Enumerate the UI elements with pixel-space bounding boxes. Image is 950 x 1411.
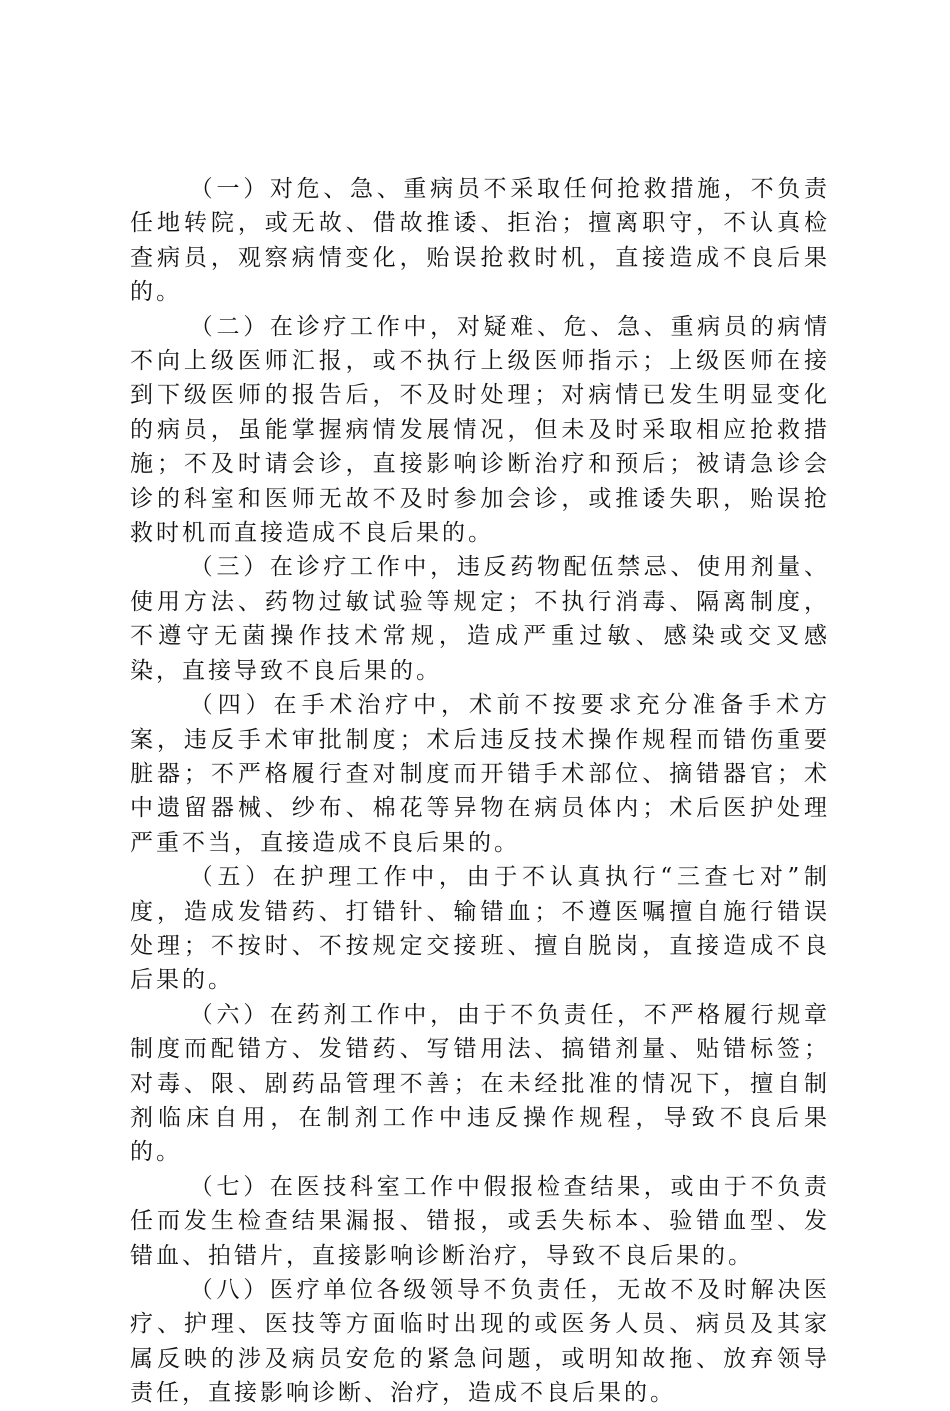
paragraph-6: （六）在药剂工作中，由于不负责任，不严格履行规章制度而配错方、发错药、写错用法、搞错剂量、贴错标签；对毒、限、剧药品管理不善；在未经批准的情况下，擅自制剂临床自用，在制剂工作中违反操作规程，导致不良后果的。 [130,1001,830,1166]
paragraph-4: （四）在手术治疗中，术前不按要求充分准备手术方案，违反手术审批制度；术后违反技术操作规程而错伤重要脏器；不严格履行查对制度而开错手术部位、摘错器官；术中遗留器械、纱布、棉花等异物在病员体内；术后医护处理严重不当，直接造成不良后果的。 [130,692,830,856]
paragraph-7: （七）在医技科室工作中假报检查结果，或由于不负责任而发生检查结果漏报、错报，或丢失标本、验错血型、发错血、拍错片，直接影响诊断治疗，导致不良后果的。 [130,1173,830,1269]
paragraph-1: （一）对危、急、重病员不采取任何抢救措施，不负责任地转院，或无故、借故推诿、拒治；擅离职守，不认真检查病员，观察病情变化，贻误抢救时机，直接造成不良后果的。 [130,176,830,306]
paragraph-2: （二）在诊疗工作中，对疑难、危、急、重病员的病情不向上级医师汇报，或不执行上级医师指示；上级医师在接到下级医师的报告后，不及时处理；对病情已发生明显变化的病员，虽能掌握病情发展情况，但未及时采取相应抢救措施；不及时请会诊，直接影响诊断治疗和预后；被请急诊会诊的科室和医师无故不及时参加会诊，或推诿失职，贻误抢救时机而直接造成不良后果的。 [130,313,830,547]
paragraph-5: （五）在护理工作中，由于不认真执行“三查七对”制度，造成发错药、打错针、输错血；不遵医嘱擅自施行错误处理；不按时、不按规定交接班、擅自脱岗，直接造成不良后果的。 [130,864,830,994]
document-body [130,172,830,1411]
paragraph-3: （三）在诊疗工作中，违反药物配伍禁忌、使用剂量、使用方法、药物过敏试验等规定；不执行消毒、隔离制度，不遵守无菌操作技术常规，造成严重过敏、感染或交叉感染，直接导致不良后果的。 [130,554,830,684]
paragraph-8: （八）医疗单位各级领导不负责任，无故不及时解决医疗、护理、医技等方面临时出现的或医务人员、病员及其家属反映的涉及病员安危的紧急问题，或明知故拖、放弃领导责任，直接影响诊断、治疗，造成不良后果的。 [130,1277,830,1407]
